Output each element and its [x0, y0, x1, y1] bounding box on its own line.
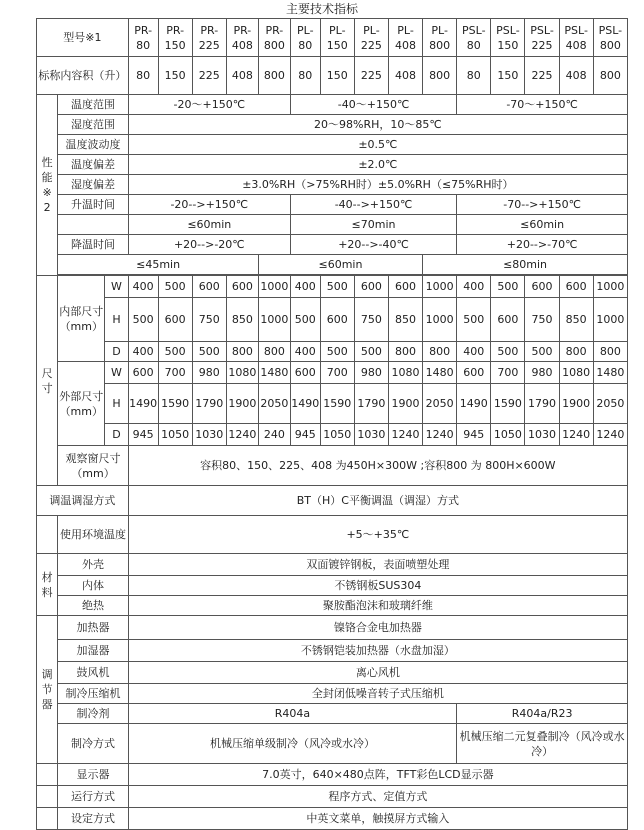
- outer-w-cell: 600: [128, 362, 158, 384]
- humid-range-value: 20～98%RH，10～85℃: [128, 115, 627, 135]
- outer-h-cell: 1790: [354, 384, 388, 424]
- heat-range-pr: -20-->+150℃: [128, 195, 290, 215]
- outer-w-cell: 980: [525, 362, 559, 384]
- row-insulation: [37, 596, 628, 616]
- row-shell: [37, 554, 628, 576]
- heat-range-pl: -40-->+150℃: [290, 195, 456, 215]
- material-group-label: 材 料: [37, 554, 58, 616]
- inner-h-cell: 750: [525, 298, 559, 342]
- inner-d-cell: 800: [593, 342, 627, 362]
- row-outer-w: [37, 362, 628, 384]
- outer-h-cell: 1900: [388, 384, 422, 424]
- outer-h-cell: 1490: [128, 384, 158, 424]
- outer-w-cell: 1480: [423, 362, 457, 384]
- h-label: H: [105, 298, 129, 342]
- outer-d-cell: 1030: [525, 424, 559, 446]
- inner-w-cell: 600: [388, 276, 422, 298]
- d-label: D: [105, 424, 129, 446]
- spec-table: [36, 18, 628, 830]
- temp-range-pl: -40～+150℃: [290, 95, 456, 115]
- run-value: 程序方式、定值方式: [128, 786, 627, 808]
- cool-range-psl: +20-->-70℃: [457, 235, 628, 255]
- outer-d-cell: 945: [128, 424, 158, 446]
- inner-d-cell: 500: [354, 342, 388, 362]
- volume-cell: 80: [128, 57, 158, 95]
- model-cell: PSL-225: [525, 19, 559, 57]
- fan-value: 离心风机: [128, 662, 627, 684]
- cool-range-pl: +20-->-40℃: [290, 235, 456, 255]
- table-title: 主要技术指标: [285, 2, 358, 16]
- inner-h-cell: 850: [388, 298, 422, 342]
- inner-w-cell: 500: [491, 276, 525, 298]
- row-temp-dev: [37, 155, 628, 175]
- row-env: [37, 516, 628, 554]
- model-cell: PSL-80: [457, 19, 491, 57]
- inner-h-cell: 750: [354, 298, 388, 342]
- row-inner-h: [37, 298, 628, 342]
- d-label: D: [105, 342, 129, 362]
- cool-range-pr: +20-->-20℃: [128, 235, 290, 255]
- row-inner-body: [37, 576, 628, 596]
- outer-w-cell: 1080: [226, 362, 258, 384]
- temp-fluct-label: 温度波动度: [58, 135, 128, 155]
- outer-w-cell: 1480: [258, 362, 290, 384]
- volume-cell: 225: [354, 57, 388, 95]
- heat-time-pr: ≤60min: [128, 215, 290, 235]
- volume-cell: 408: [559, 57, 593, 95]
- row-humid-method: [37, 486, 628, 516]
- row-humid-range: [37, 115, 628, 135]
- humid-method-value: BT（H）C平衡调温（调湿）方式: [128, 486, 627, 516]
- outer-h-cell: 1490: [290, 384, 320, 424]
- row-models: [37, 19, 628, 57]
- outer-h-cell: 1590: [491, 384, 525, 424]
- inner-h-cell: 600: [320, 298, 354, 342]
- run-label: 运行方式: [58, 786, 128, 808]
- model-cell: PSL-150: [491, 19, 525, 57]
- volume-cell: 150: [491, 57, 525, 95]
- inner-w-cell: 1000: [258, 276, 290, 298]
- temp-dev-label: 温度偏差: [58, 155, 128, 175]
- inner-w-cell: 400: [290, 276, 320, 298]
- outer-w-cell: 1480: [593, 362, 627, 384]
- inner-d-cell: 800: [423, 342, 457, 362]
- inner-h-cell: 500: [128, 298, 158, 342]
- inner-d-cell: 500: [320, 342, 354, 362]
- inner-w-cell: 1000: [423, 276, 457, 298]
- row-cool-time: [37, 255, 628, 275]
- outer-h-cell: 2050: [258, 384, 290, 424]
- shell-value: 双面镀锌钢板，表面喷塑处理: [128, 554, 627, 576]
- model-cell: PR-80: [128, 19, 158, 57]
- inner-w-cell: 400: [128, 276, 158, 298]
- refrigerant-label: 制冷剂: [58, 704, 128, 724]
- cool-time-psl: ≤80min: [423, 255, 628, 275]
- outer-h-cell: 1490: [457, 384, 491, 424]
- inner-h-cell: 850: [226, 298, 258, 342]
- refrigerant-psl: R404a/R23: [457, 704, 628, 724]
- cool-time-pl: ≤60min: [258, 255, 422, 275]
- env-value: +5～+35℃: [128, 516, 627, 554]
- cooling-psl: 机械压缩二元复叠制冷（风冷或水冷）: [457, 724, 628, 764]
- regulator-group-label: 调 节 器: [37, 616, 58, 764]
- temp-fluct-value: ±0.5℃: [128, 135, 627, 155]
- inner-dim-label: 内部尺寸（mm）: [58, 276, 105, 362]
- model-label: 型号※1: [37, 19, 129, 57]
- volume-cell: 80: [457, 57, 491, 95]
- inner-d-cell: 500: [491, 342, 525, 362]
- volume-cell: 800: [593, 57, 627, 95]
- window-value: 容积80、150、225、408 为450H×300W ;容积800 为 800H×600W: [128, 446, 627, 486]
- row-fan: [37, 662, 628, 684]
- outer-d-cell: 1240: [388, 424, 422, 446]
- model-cell: PL-800: [423, 19, 457, 57]
- row-heater: [37, 616, 628, 640]
- inner-h-cell: 1000: [423, 298, 457, 342]
- heat-range-psl: -70-->+150℃: [457, 195, 628, 215]
- model-cell: PL-150: [320, 19, 354, 57]
- env-label: 使用环境温度: [58, 516, 128, 554]
- inner-w-cell: 600: [192, 276, 226, 298]
- blank-cell: [37, 786, 58, 808]
- outer-d-cell: 1240: [593, 424, 627, 446]
- model-cell: PSL-800: [593, 19, 627, 57]
- volume-cell: 225: [192, 57, 226, 95]
- row-refrigerant: [37, 704, 628, 724]
- inner-h-cell: 500: [290, 298, 320, 342]
- inner-body-value: 不锈钢板SUS304: [128, 576, 627, 596]
- row-cooling: [37, 724, 628, 764]
- inner-h-cell: 1000: [593, 298, 627, 342]
- humid-dev-value: ±3.0%RH（>75%RH时）±5.0%RH（≤75%RH时）: [128, 175, 627, 195]
- volume-cell: 408: [226, 57, 258, 95]
- outer-h-cell: 1790: [192, 384, 226, 424]
- outer-d-cell: 1240: [559, 424, 593, 446]
- inner-d-cell: 800: [559, 342, 593, 362]
- shell-label: 外壳: [58, 554, 128, 576]
- volume-cell: 225: [525, 57, 559, 95]
- outer-d-cell: 1030: [192, 424, 226, 446]
- model-cell: PSL-408: [559, 19, 593, 57]
- compressor-value: 全封闭低噪音转子式压缩机: [128, 684, 627, 704]
- row-setting: [37, 808, 628, 830]
- outer-d-cell: 1050: [320, 424, 354, 446]
- inner-d-cell: 400: [290, 342, 320, 362]
- inner-h-cell: 600: [491, 298, 525, 342]
- inner-w-cell: 1000: [593, 276, 627, 298]
- heater-value: 镍铬合金电加热器: [128, 616, 627, 640]
- inner-d-cell: 800: [258, 342, 290, 362]
- blank-cell: [37, 808, 58, 830]
- perf-group-label: 性 能 ※ 2: [37, 95, 58, 276]
- inner-w-cell: 500: [320, 276, 354, 298]
- row-temp-fluct: [37, 135, 628, 155]
- inner-body-label: 内体: [58, 576, 128, 596]
- outer-d-cell: 945: [457, 424, 491, 446]
- outer-d-cell: 1240: [423, 424, 457, 446]
- insulation-value: 聚胺酯泡沫和玻璃纤维: [128, 596, 627, 616]
- h-label: H: [105, 384, 129, 424]
- outer-w-cell: 1080: [559, 362, 593, 384]
- outer-d-cell: 1050: [158, 424, 192, 446]
- inner-d-cell: 400: [128, 342, 158, 362]
- outer-w-cell: 700: [491, 362, 525, 384]
- row-volume: [37, 57, 628, 95]
- humidifier-label: 加湿器: [58, 640, 128, 662]
- temp-range-psl: -70～+150℃: [457, 95, 628, 115]
- volume-cell: 80: [290, 57, 320, 95]
- inner-w-cell: 400: [457, 276, 491, 298]
- inner-d-cell: 400: [457, 342, 491, 362]
- row-humid-dev: [37, 175, 628, 195]
- outer-h-cell: 1900: [226, 384, 258, 424]
- dims-group-label: 尺 寸: [37, 276, 58, 486]
- cooling-label: 制冷方式: [58, 724, 128, 764]
- setting-value: 中英文菜单，触摸屏方式输入: [128, 808, 627, 830]
- blank-cell: [37, 516, 58, 554]
- row-outer-h: [37, 384, 628, 424]
- row-inner-w: [37, 276, 628, 298]
- inner-w-cell: 600: [525, 276, 559, 298]
- row-temp-range: [37, 95, 628, 115]
- outer-w-cell: 700: [158, 362, 192, 384]
- inner-w-cell: 600: [559, 276, 593, 298]
- inner-h-cell: 600: [158, 298, 192, 342]
- model-cell: PR-150: [158, 19, 192, 57]
- inner-h-cell: 500: [457, 298, 491, 342]
- humidifier-value: 不锈钢铠装加热器（水盘加湿）: [128, 640, 627, 662]
- model-cell: PL-225: [354, 19, 388, 57]
- model-cell: PR-408: [226, 19, 258, 57]
- cool-label: 降温时间: [58, 235, 128, 255]
- model-cell: PR-800: [258, 19, 290, 57]
- inner-h-cell: 850: [559, 298, 593, 342]
- row-outer-d: [37, 424, 628, 446]
- outer-w-cell: 980: [354, 362, 388, 384]
- inner-d-cell: 500: [525, 342, 559, 362]
- volume-cell: 150: [158, 57, 192, 95]
- outer-w-cell: 700: [320, 362, 354, 384]
- blank-cell: [58, 215, 128, 235]
- model-cell: PR-225: [192, 19, 226, 57]
- inner-d-cell: 500: [192, 342, 226, 362]
- heat-time-psl: ≤60min: [457, 215, 628, 235]
- inner-w-cell: 600: [226, 276, 258, 298]
- heater-label: 加热器: [58, 616, 128, 640]
- row-run: [37, 786, 628, 808]
- model-cell: PL-80: [290, 19, 320, 57]
- inner-d-cell: 800: [388, 342, 422, 362]
- outer-w-cell: 600: [457, 362, 491, 384]
- temp-range-label: 温度范围: [58, 95, 128, 115]
- outer-h-cell: 1900: [559, 384, 593, 424]
- inner-h-cell: 750: [192, 298, 226, 342]
- row-compressor: [37, 684, 628, 704]
- humid-range-label: 湿度范围: [58, 115, 128, 135]
- outer-h-cell: 2050: [593, 384, 627, 424]
- temp-range-pr: -20～+150℃: [128, 95, 290, 115]
- display-value: 7.0英寸，640×480点阵，TFT彩色LCD显示器: [128, 764, 627, 786]
- outer-d-cell: 945: [290, 424, 320, 446]
- fan-label: 鼓风机: [58, 662, 128, 684]
- row-cool-range: [37, 235, 628, 255]
- display-label: 显示器: [58, 764, 128, 786]
- row-humidifier: [37, 640, 628, 662]
- window-label: 观察窗尺寸（mm）: [58, 446, 128, 486]
- inner-d-cell: 800: [226, 342, 258, 362]
- temp-dev-value: ±2.0℃: [128, 155, 627, 175]
- outer-h-cell: 1590: [320, 384, 354, 424]
- w-label: W: [105, 276, 129, 298]
- volume-cell: 150: [320, 57, 354, 95]
- outer-d-cell: 240: [258, 424, 290, 446]
- row-inner-d: [37, 342, 628, 362]
- row-heat-range: [37, 195, 628, 215]
- volume-label: 标称内容积（升）: [37, 57, 129, 95]
- setting-label: 设定方式: [58, 808, 128, 830]
- row-window: [37, 446, 628, 486]
- inner-h-cell: 1000: [258, 298, 290, 342]
- humid-method-label: 调温调湿方式: [37, 486, 129, 516]
- outer-d-cell: 1240: [226, 424, 258, 446]
- heat-label: 升温时间: [58, 195, 128, 215]
- outer-dim-label: 外部尺寸（mm）: [58, 362, 105, 446]
- cooling-pr-pl: 机械压缩单级制冷（风冷或水冷）: [128, 724, 456, 764]
- inner-d-cell: 500: [158, 342, 192, 362]
- outer-d-cell: 1050: [491, 424, 525, 446]
- compressor-label: 制冷压缩机: [58, 684, 128, 704]
- heat-time-pl: ≤70min: [290, 215, 456, 235]
- blank-cell: [37, 764, 58, 786]
- outer-h-cell: 1790: [525, 384, 559, 424]
- w-label: W: [105, 362, 129, 384]
- outer-h-cell: 1590: [158, 384, 192, 424]
- outer-w-cell: 1080: [388, 362, 422, 384]
- outer-h-cell: 2050: [423, 384, 457, 424]
- volume-cell: 800: [423, 57, 457, 95]
- volume-cell: 800: [258, 57, 290, 95]
- row-heat-time: [37, 215, 628, 235]
- inner-w-cell: 600: [354, 276, 388, 298]
- inner-w-cell: 500: [158, 276, 192, 298]
- refrigerant-pr-pl: R404a: [128, 704, 456, 724]
- outer-w-cell: 980: [192, 362, 226, 384]
- cool-time-pr: ≤45min: [58, 255, 259, 275]
- outer-d-cell: 1030: [354, 424, 388, 446]
- model-cell: PL-408: [388, 19, 422, 57]
- volume-cell: 408: [388, 57, 422, 95]
- row-display: [37, 764, 628, 786]
- outer-w-cell: 600: [290, 362, 320, 384]
- insulation-label: 绝热: [58, 596, 128, 616]
- humid-dev-label: 湿度偏差: [58, 175, 128, 195]
